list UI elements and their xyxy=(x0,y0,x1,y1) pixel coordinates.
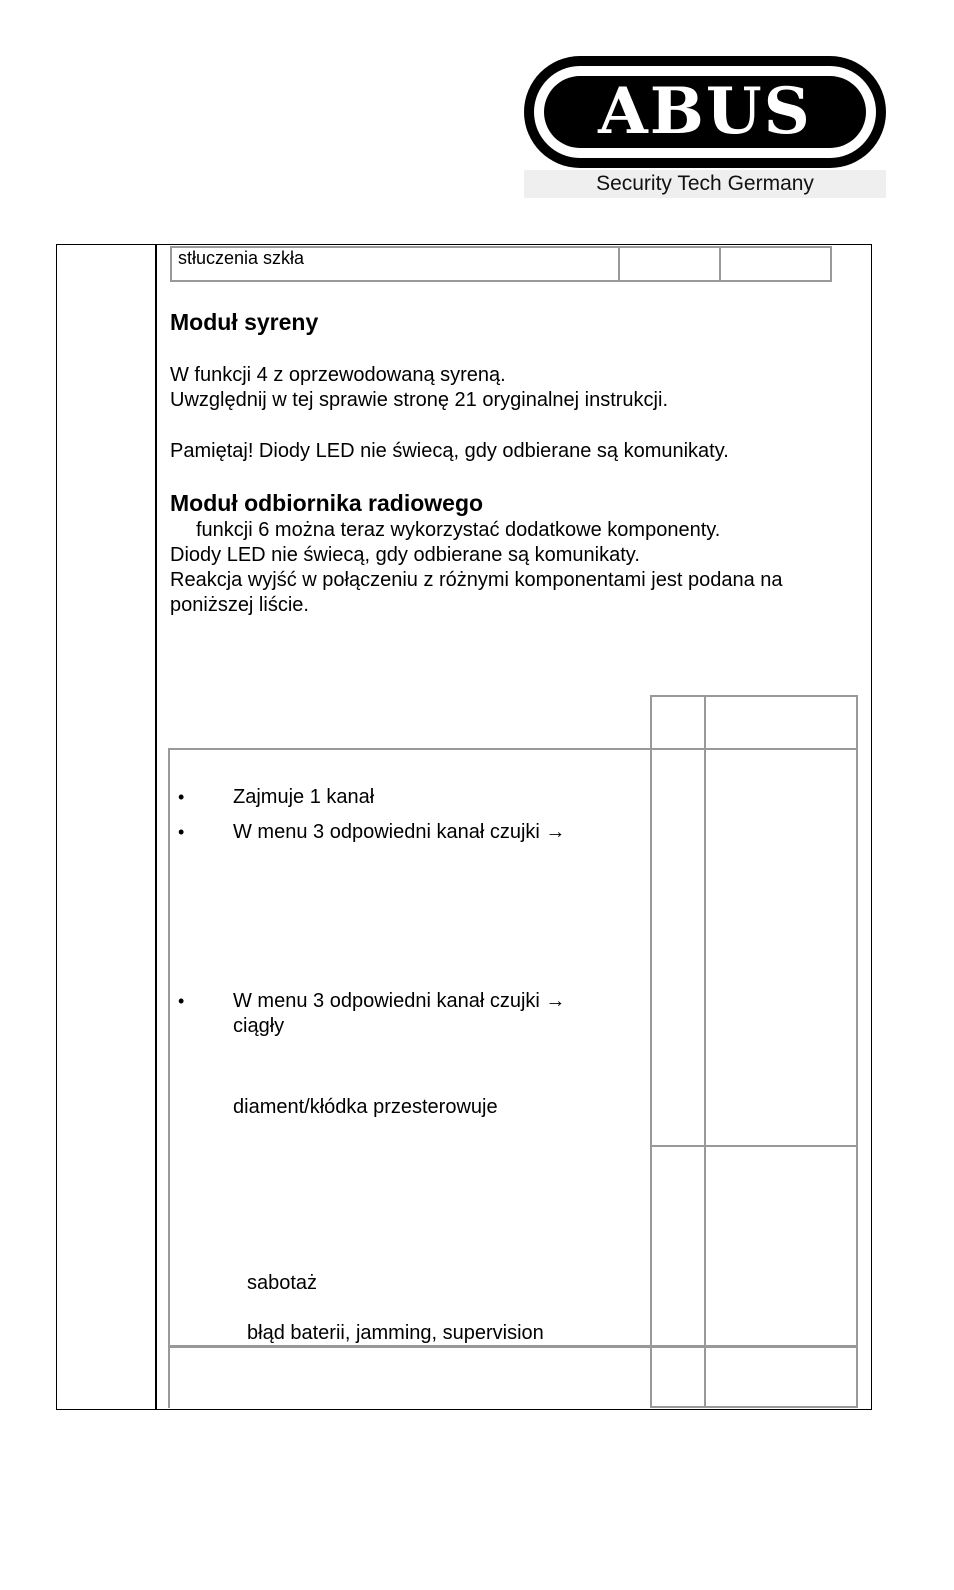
radio-line-3: Reakcja wyjść w połączeniu z różnymi komponentami jest podana na xyxy=(170,569,783,591)
bullet-2-text: W menu 3 odpowiedni kanał czujki → xyxy=(233,821,566,843)
radio-heading: Moduł odbiornika radiowego xyxy=(170,490,484,516)
siren-line-2: Uwzględnij w tej sprawie stronę 21 oryginalnej instrukcji. xyxy=(170,389,668,411)
siren-heading: Moduł syreny xyxy=(170,309,319,335)
table-line-row1-top xyxy=(168,748,858,750)
siren-note: Pamiętaj! Diody LED nie świecą, gdy odbierane są komunikaty. xyxy=(170,440,729,462)
logo-brand-text: ABUS xyxy=(598,74,812,149)
table-line-row2-top xyxy=(650,1145,858,1147)
table-line-bottom xyxy=(650,1406,858,1408)
bullet-3-text-line-2: ciągły xyxy=(233,1015,285,1037)
top-table-divider-2 xyxy=(719,246,721,282)
abus-logo xyxy=(524,56,886,198)
bullet-1-text: Zajmuje 1 kanał xyxy=(233,786,375,808)
bullet-3: • xyxy=(178,991,185,1011)
logo-tagline: Security Tech Germany xyxy=(524,170,886,198)
top-table-label: stłuczenia szkła xyxy=(178,248,305,268)
radio-line-2: Diody LED nie świecą, gdy odbierane są komunikaty. xyxy=(170,544,640,566)
top-table-divider-1 xyxy=(618,246,620,282)
table-line-col2 xyxy=(704,695,706,1408)
text-bateria: błąd baterii, jamming, supervision xyxy=(247,1322,544,1344)
table-line-right xyxy=(856,695,858,1408)
bullet-1: • xyxy=(178,787,185,807)
table-line-header-top xyxy=(650,695,858,697)
text-sabotaz: sabotaż xyxy=(247,1272,318,1294)
table-line-left xyxy=(168,748,170,1408)
bullet-2: • xyxy=(178,822,185,842)
radio-line-4: poniższej liście. xyxy=(170,594,309,616)
bullet-3-text-line-1: W menu 3 odpowiedni kanał czujki → xyxy=(233,990,566,1012)
text-diament: diament/kłódka przesterowuje xyxy=(233,1096,498,1118)
table-line-col1 xyxy=(650,695,652,1408)
siren-line-1: W funkcji 4 z oprzewodowaną syreną. xyxy=(170,364,506,386)
frame-column-divider xyxy=(155,244,157,1410)
radio-line-1: funkcji 6 można teraz wykorzystać dodatkowe komponenty. xyxy=(196,519,721,541)
